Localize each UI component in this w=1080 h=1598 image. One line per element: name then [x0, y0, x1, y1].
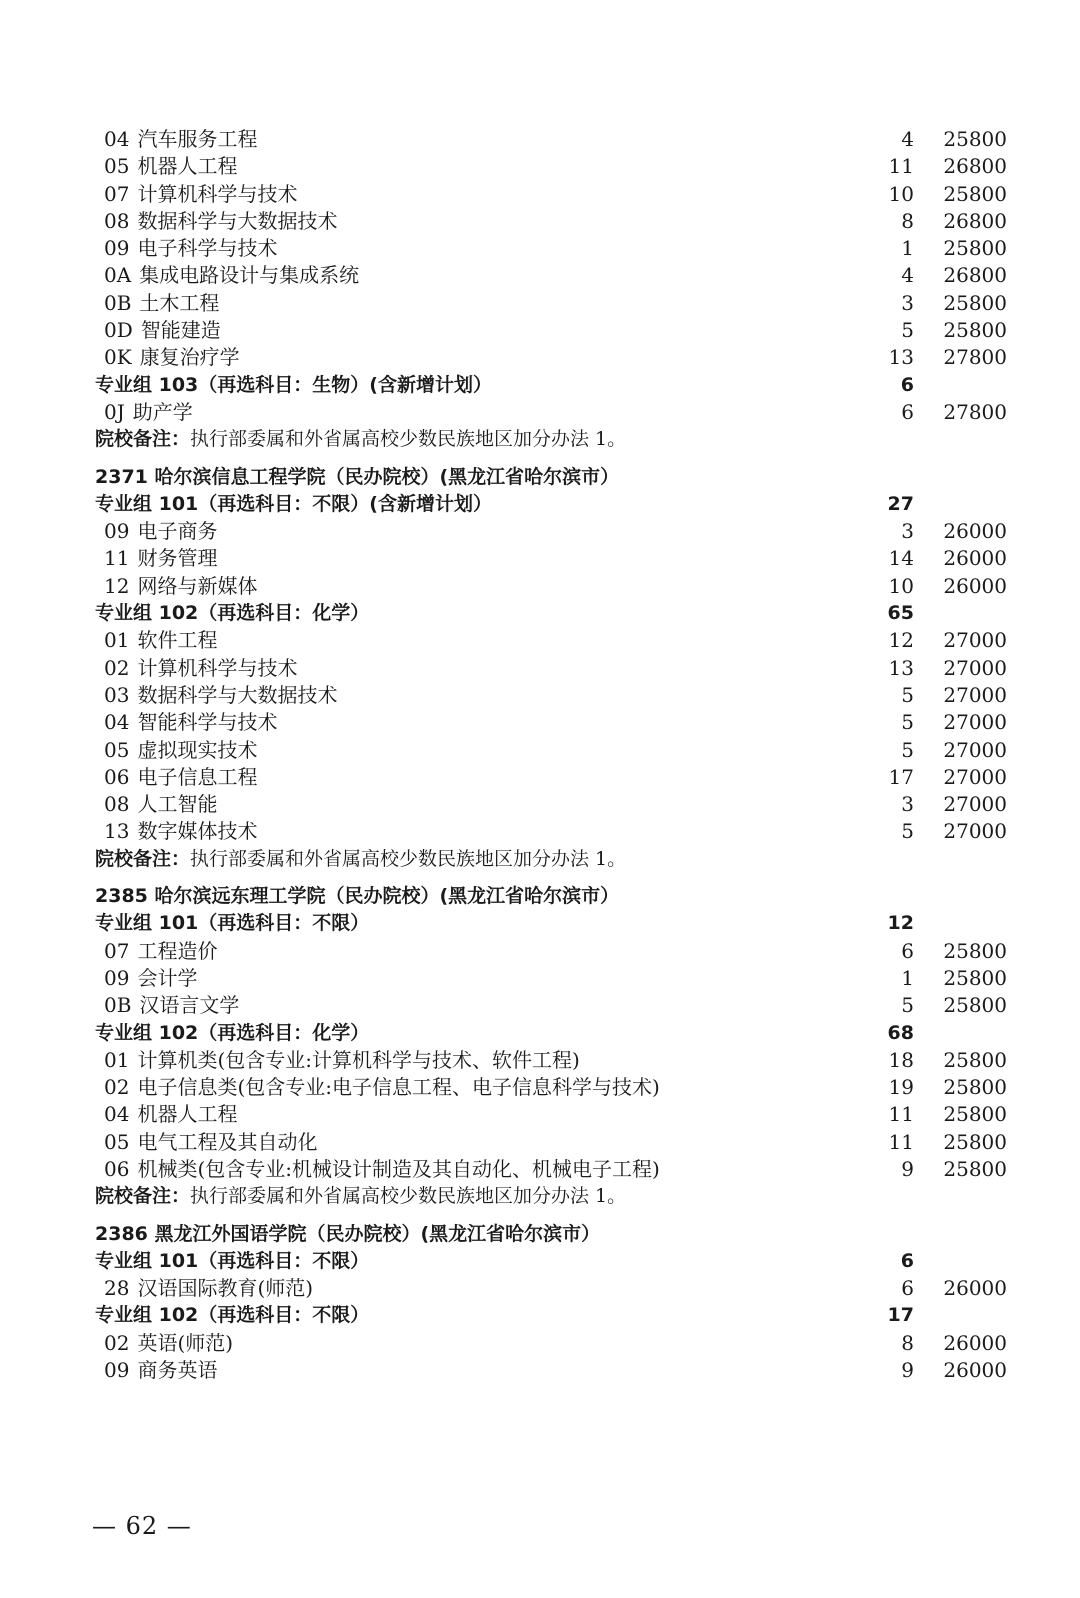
major-row [0, 1129, 1080, 1156]
plan-count: 5 [901, 682, 914, 707]
major-name [104, 1275, 313, 1302]
tuition-fee: 27000 [943, 737, 1007, 762]
major-label: 虚拟现实技术 [137, 737, 258, 762]
tuition-fee: 27000 [943, 792, 1007, 817]
major-label: 机械类(包含专业:机械设计制造及其自动化、机械电子工程) [137, 1156, 660, 1181]
plan-count: 6 [901, 938, 914, 963]
major-code: 06 [104, 764, 130, 789]
major-row [0, 344, 1080, 371]
tuition-fee: 26800 [943, 208, 1007, 233]
school-note-row [0, 1183, 1080, 1210]
plan-count: 11 [888, 154, 914, 179]
major-code: 09 [104, 519, 130, 544]
major-label: 英语(师范) [137, 1330, 234, 1355]
tuition-fee: 27000 [943, 710, 1007, 735]
major-code: 09 [104, 236, 130, 261]
plan-count: 19 [888, 1075, 914, 1100]
group-plan-count: 27 [887, 492, 914, 515]
tuition-fee: 25800 [943, 1075, 1007, 1100]
plan-count: 10 [888, 181, 914, 206]
major-code: 01 [104, 1047, 130, 1072]
major-code: 02 [104, 1330, 130, 1355]
major-group-row [0, 1248, 1080, 1275]
plan-count: 4 [901, 127, 914, 151]
major-name [104, 235, 277, 262]
school-note-row [0, 426, 1080, 453]
plan-count: 12 [888, 628, 914, 653]
page-number: — 62 — [92, 1512, 192, 1540]
major-name [104, 317, 221, 344]
major-row [0, 545, 1080, 572]
plan-count: 8 [901, 1330, 914, 1355]
major-row [0, 235, 1080, 262]
major-label: 财务管理 [137, 546, 218, 571]
tuition-fee: 25800 [943, 1102, 1007, 1127]
major-label: 电子商务 [137, 519, 218, 544]
school-note [95, 426, 626, 453]
major-group-name: 专业组 102（再选科目：不限） [95, 1304, 370, 1327]
major-row [0, 1275, 1080, 1302]
major-label: 汉语言文学 [139, 993, 240, 1018]
major-code: 08 [104, 792, 130, 817]
major-label: 土木工程 [139, 290, 220, 315]
major-code: 05 [104, 1129, 130, 1154]
major-name [104, 1129, 317, 1156]
major-code: 0D [104, 318, 133, 343]
major-name [104, 1101, 237, 1128]
school-header-row [0, 1221, 1080, 1248]
major-code: 11 [104, 546, 130, 571]
group-plan-count: 6 [900, 373, 914, 396]
tuition-fee: 25800 [943, 938, 1007, 963]
major-code: 09 [104, 1358, 130, 1383]
major-row [0, 655, 1080, 682]
group-plan-count: 12 [887, 912, 914, 935]
major-code: 04 [104, 127, 130, 151]
tuition-fee: 26000 [943, 573, 1007, 598]
major-label: 计算机科学与技术 [137, 181, 298, 206]
school-note-text: 执行部委属和外省属高校少数民族地区加分办法 1。 [190, 847, 627, 870]
major-label: 工程造价 [137, 938, 218, 963]
major-row [0, 737, 1080, 764]
group-plan-count: 17 [887, 1304, 914, 1327]
major-label: 商务英语 [137, 1358, 218, 1383]
major-group-name: 专业组 101（再选科目：不限） [95, 1249, 370, 1272]
plan-count: 11 [888, 1102, 914, 1127]
major-code: 0B [104, 993, 132, 1018]
major-name [104, 938, 217, 965]
major-name [104, 1156, 660, 1183]
major-name [104, 290, 219, 317]
major-name [104, 573, 257, 600]
major-name [104, 344, 240, 371]
major-row [0, 818, 1080, 845]
tuition-fee: 27000 [943, 764, 1007, 789]
major-code: 0B [104, 290, 132, 315]
tuition-fee: 25800 [943, 993, 1007, 1018]
plan-count: 13 [888, 345, 914, 370]
tuition-fee: 27000 [943, 628, 1007, 653]
major-row [0, 992, 1080, 1019]
major-label: 集成电路设计与集成系统 [139, 263, 360, 288]
major-code: 04 [104, 1102, 130, 1127]
group-plan-count: 65 [887, 602, 914, 625]
major-code: 05 [104, 737, 130, 762]
major-name [104, 791, 217, 818]
major-row [0, 1330, 1080, 1357]
major-code: 08 [104, 208, 130, 233]
major-row [0, 262, 1080, 289]
major-row [0, 573, 1080, 600]
major-label: 汉语国际教育(师范) [137, 1276, 314, 1301]
major-name [104, 1330, 233, 1357]
major-name [104, 764, 257, 791]
major-label: 电子科学与技术 [137, 236, 278, 261]
tuition-fee: 26000 [943, 1358, 1007, 1383]
major-label: 计算机类(包含专业:计算机科学与技术、软件工程) [137, 1047, 580, 1072]
major-row [0, 938, 1080, 965]
major-name [104, 627, 217, 654]
plan-count: 6 [901, 1276, 914, 1301]
plan-count: 3 [901, 290, 914, 315]
tuition-fee: 27000 [943, 655, 1007, 680]
major-row [0, 126, 1080, 153]
major-group-name: 专业组 102（再选科目：化学） [95, 602, 370, 625]
major-name [104, 965, 197, 992]
plan-count: 5 [901, 318, 914, 343]
major-label: 人工智能 [137, 792, 218, 817]
school-name: 2385 哈尔滨远东理工学院（民办院校）(黑龙江省哈尔滨市） [95, 885, 620, 908]
tuition-fee: 25800 [943, 318, 1007, 343]
school-name: 2386 黑龙江外国语学院（民办院校）(黑龙江省哈尔滨市） [95, 1222, 601, 1245]
major-code: 0A [104, 263, 132, 288]
major-group-row [0, 910, 1080, 937]
plan-count: 10 [888, 573, 914, 598]
major-row [0, 399, 1080, 426]
major-code: 03 [104, 682, 130, 707]
major-label: 助产学 [132, 399, 193, 424]
major-code: 13 [104, 819, 130, 844]
major-group-row [0, 1302, 1080, 1329]
major-label: 智能建造 [140, 318, 221, 343]
plan-count: 3 [901, 792, 914, 817]
plan-count: 8 [901, 208, 914, 233]
school-header-row [0, 464, 1080, 491]
plan-count: 1 [901, 236, 914, 261]
tuition-fee: 26800 [943, 154, 1007, 179]
major-label: 电子信息类(包含专业:电子信息工程、电子信息科学与技术) [137, 1075, 660, 1100]
major-label: 康复治疗学 [139, 345, 240, 370]
enrollment-plan-table [0, 126, 1080, 1384]
major-code: 0J [104, 399, 125, 424]
major-name [104, 399, 193, 426]
major-label: 机器人工程 [137, 1102, 238, 1127]
school-header-row [0, 883, 1080, 910]
major-label: 电子信息工程 [137, 764, 258, 789]
major-row [0, 1156, 1080, 1183]
major-group-row [0, 372, 1080, 399]
major-row [0, 682, 1080, 709]
school-note-label: 院校备注： [95, 847, 191, 870]
major-name [104, 737, 257, 764]
major-row [0, 1074, 1080, 1101]
tuition-fee: 25800 [943, 1129, 1007, 1154]
major-name [104, 1074, 660, 1101]
plan-count: 6 [901, 399, 914, 424]
plan-count: 13 [888, 655, 914, 680]
major-label: 会计学 [137, 965, 198, 990]
plan-count: 1 [901, 965, 914, 990]
tuition-fee: 25800 [943, 1156, 1007, 1181]
major-code: 05 [104, 154, 130, 179]
major-name [104, 153, 237, 180]
tuition-fee: 26000 [943, 1276, 1007, 1301]
major-code: 02 [104, 655, 130, 680]
major-group-row [0, 1020, 1080, 1047]
plan-count: 3 [901, 519, 914, 544]
major-label: 智能科学与技术 [137, 710, 278, 735]
major-code: 0K [104, 345, 132, 370]
school-note [95, 846, 626, 873]
major-code: 02 [104, 1075, 130, 1100]
tuition-fee: 26000 [943, 546, 1007, 571]
major-label: 数据科学与大数据技术 [137, 682, 338, 707]
major-row [0, 709, 1080, 736]
major-group-row [0, 600, 1080, 627]
major-code: 09 [104, 965, 130, 990]
plan-count: 4 [901, 263, 914, 288]
major-code: 28 [104, 1276, 130, 1301]
major-name [104, 655, 297, 682]
plan-count: 18 [888, 1047, 914, 1072]
major-name [104, 545, 217, 572]
major-row [0, 317, 1080, 344]
tuition-fee: 27000 [943, 819, 1007, 844]
major-row [0, 1357, 1080, 1384]
major-label: 汽车服务工程 [137, 127, 258, 151]
major-row [0, 627, 1080, 654]
major-label: 数字媒体技术 [137, 819, 258, 844]
tuition-fee: 26000 [943, 1330, 1007, 1355]
major-row [0, 153, 1080, 180]
major-name [104, 208, 337, 235]
plan-count: 5 [901, 993, 914, 1018]
major-name [104, 1047, 580, 1074]
school-note-label: 院校备注： [95, 1185, 191, 1208]
major-name [104, 992, 239, 1019]
tuition-fee: 26000 [943, 519, 1007, 544]
tuition-fee: 25800 [943, 127, 1007, 151]
major-row [0, 764, 1080, 791]
major-row [0, 965, 1080, 992]
major-group-name: 专业组 102（再选科目：化学） [95, 1021, 370, 1044]
major-label: 计算机科学与技术 [137, 655, 298, 680]
major-name [104, 126, 257, 153]
major-row [0, 518, 1080, 545]
school-note-text: 执行部委属和外省属高校少数民族地区加分办法 1。 [190, 1185, 627, 1208]
major-code: 01 [104, 628, 130, 653]
major-label: 电气工程及其自动化 [137, 1129, 318, 1154]
tuition-fee: 25800 [943, 236, 1007, 261]
major-code: 06 [104, 1156, 130, 1181]
major-row [0, 791, 1080, 818]
major-row [0, 208, 1080, 235]
plan-count: 9 [901, 1156, 914, 1181]
major-code: 07 [104, 181, 130, 206]
tuition-fee: 27000 [943, 682, 1007, 707]
tuition-fee: 25800 [943, 1047, 1007, 1072]
plan-count: 5 [901, 710, 914, 735]
major-label: 数据科学与大数据技术 [137, 208, 338, 233]
school-note-text: 执行部委属和外省属高校少数民族地区加分办法 1。 [190, 428, 627, 451]
major-name [104, 818, 257, 845]
school-note-row [0, 846, 1080, 873]
school-note-label: 院校备注： [95, 428, 191, 451]
plan-count: 5 [901, 819, 914, 844]
major-name [104, 181, 297, 208]
major-name [104, 682, 337, 709]
major-name [104, 1357, 217, 1384]
major-row [0, 1047, 1080, 1074]
group-plan-count: 68 [887, 1021, 914, 1044]
tuition-fee: 27800 [943, 345, 1007, 370]
major-label: 机器人工程 [137, 154, 238, 179]
major-group-name: 专业组 101（再选科目：不限） [95, 912, 370, 935]
major-group-row [0, 491, 1080, 518]
tuition-fee: 26800 [943, 263, 1007, 288]
major-code: 12 [104, 573, 130, 598]
major-code: 04 [104, 710, 130, 735]
plan-count: 9 [901, 1358, 914, 1383]
major-name [104, 518, 217, 545]
major-row [0, 181, 1080, 208]
major-label: 软件工程 [137, 628, 218, 653]
plan-count: 5 [901, 737, 914, 762]
school-note [95, 1183, 626, 1210]
major-group-name: 专业组 101（再选科目：不限）(含新增计划） [95, 492, 492, 515]
tuition-fee: 25800 [943, 965, 1007, 990]
tuition-fee: 25800 [943, 290, 1007, 315]
group-plan-count: 6 [900, 1249, 914, 1272]
major-label: 网络与新媒体 [137, 573, 258, 598]
tuition-fee: 27800 [943, 399, 1007, 424]
major-row [0, 1101, 1080, 1128]
major-name [104, 262, 359, 289]
plan-count: 11 [888, 1129, 914, 1154]
plan-count: 17 [888, 764, 914, 789]
plan-count: 14 [888, 546, 914, 571]
tuition-fee: 25800 [943, 181, 1007, 206]
major-row [0, 290, 1080, 317]
school-name: 2371 哈尔滨信息工程学院（民办院校）(黑龙江省哈尔滨市） [95, 465, 620, 488]
major-group-name: 专业组 103（再选科目：生物）(含新增计划） [95, 373, 492, 396]
major-name [104, 709, 277, 736]
major-code: 07 [104, 938, 130, 963]
